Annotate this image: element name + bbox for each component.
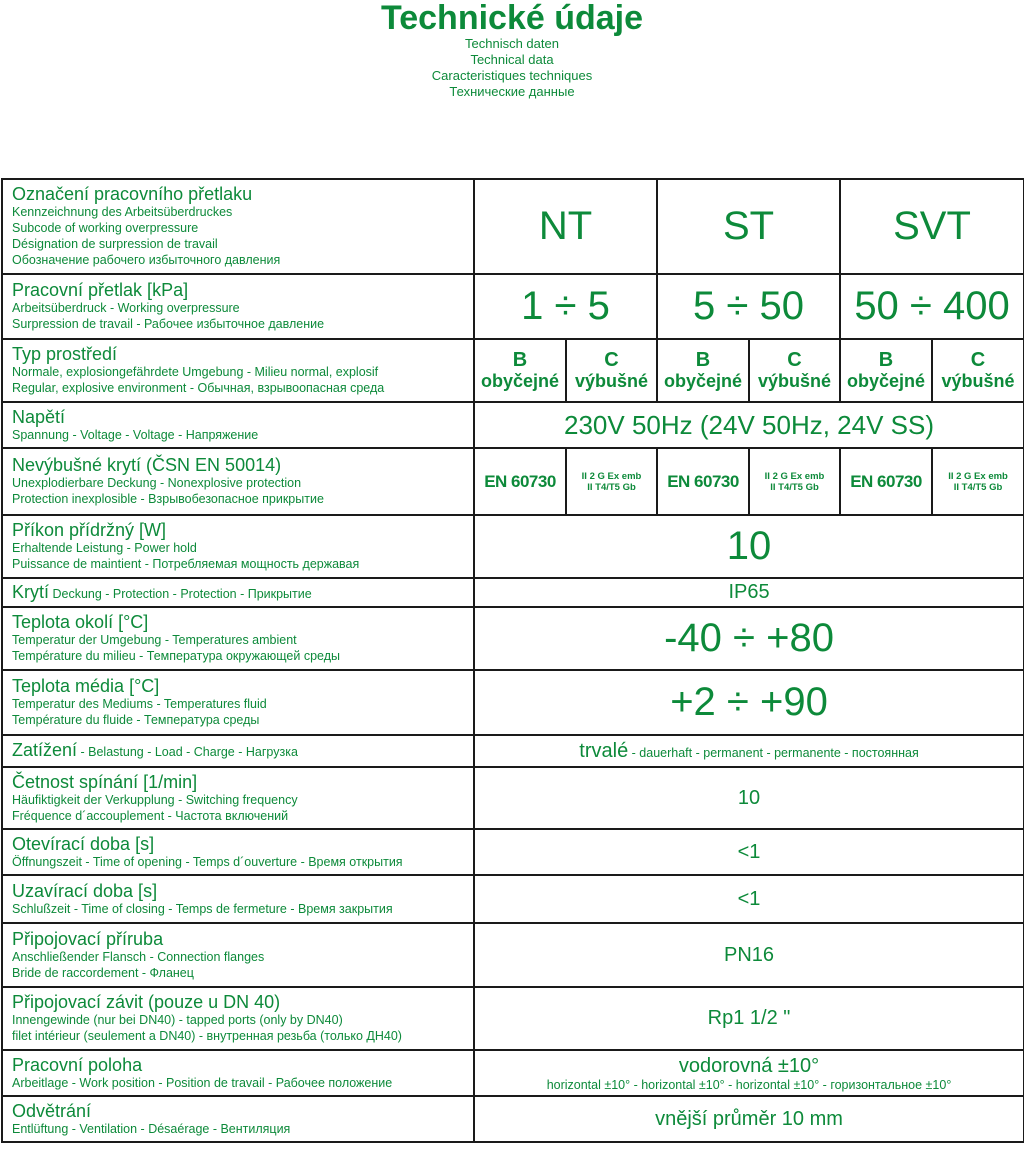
row-closing-time <box>2 875 1024 923</box>
label-sub: Normale, explosiongefährdete Umgebung - Milieu normal, explosif <box>12 365 379 379</box>
label-cell <box>2 607 474 670</box>
label-sub: Häufiktigkeit der Verkupplung - Switching frequency <box>12 792 298 807</box>
label-cell <box>2 448 474 515</box>
row-opening-time <box>2 829 1024 875</box>
label-main: Napětí <box>12 406 66 427</box>
value-cell <box>474 1096 1024 1142</box>
row-protection <box>2 448 1024 515</box>
env-code: B <box>695 349 711 371</box>
label-sub: Désignation de surpression de travail <box>12 237 218 251</box>
value-cell <box>657 274 840 339</box>
value-cell <box>474 987 1024 1050</box>
label-sub: - Belastung - Load - Charge - Нагрузка <box>77 745 298 759</box>
label-cell <box>2 515 474 578</box>
row-environment <box>2 339 1024 402</box>
ex-cell <box>932 448 1024 515</box>
standard-cell <box>840 448 932 515</box>
label-main: Nevýbušné krytí (ČSN EN 50014) <box>12 455 282 475</box>
value-text: 10 <box>737 786 761 809</box>
row-media-temperature <box>2 670 1024 735</box>
label-main: Označení pracovního přetlaku <box>12 184 253 204</box>
value-cell <box>474 923 1024 987</box>
label-main: Typ prostředí <box>12 344 118 364</box>
subtitle-en: Technical data <box>470 52 554 67</box>
subtitle-de: Technisch daten <box>465 36 559 51</box>
label-sub: Arbeitlage - Work position - Position de travail - Рабочее положение <box>12 1075 393 1090</box>
label-sub: Öffnungszeit - Time of opening - Temps d´ouverture - Время открытия <box>12 854 403 869</box>
value-nt <box>474 179 657 274</box>
value-text: ST <box>722 204 775 248</box>
label-sub: Température du fluide - Температура среды <box>12 713 260 727</box>
label-sub: Schlußzeit - Time of closing - Temps de fermeture - Время закрытия <box>12 901 393 916</box>
ex-line: II T4/T5 Gb <box>770 481 819 493</box>
value-text: vnější průměr 10 mm <box>655 1107 843 1130</box>
label-sub: Spannung - Voltage - Voltage - Напряжение <box>12 427 259 442</box>
label-cell <box>2 179 474 274</box>
value-cell <box>474 735 1024 767</box>
label-cell <box>2 923 474 987</box>
value-text: NT <box>538 204 593 248</box>
label-sub: Deckung - Protection - Protection - Прикрытие <box>49 586 312 601</box>
label-sub: Température du milieu - Температура окружающей среды <box>12 649 340 663</box>
label-sub: Temperatur der Umgebung - Temperatures ambient <box>12 633 297 647</box>
value-text: Rp1 1/2 " <box>707 1007 791 1029</box>
row-designation <box>2 179 1024 274</box>
standard-cell <box>657 448 749 515</box>
row-connection-flange <box>2 923 1024 987</box>
value-cell <box>474 274 657 339</box>
label-cell <box>2 1050 474 1096</box>
value-svt <box>840 179 1024 274</box>
value-text: SVT <box>893 204 971 248</box>
env-code: C <box>787 349 802 371</box>
label-cell <box>2 670 474 735</box>
label-main: Připojovací závit (pouze u DN 40) <box>12 992 281 1012</box>
row-switching-frequency <box>2 767 1024 829</box>
standard-cell <box>474 448 566 515</box>
label-cell <box>2 829 474 875</box>
label-main: Připojovací příruba <box>12 928 164 949</box>
value-cell <box>474 578 1024 607</box>
label-sub: Unexplodierbare Deckung - Nonexplosive protection <box>12 476 302 490</box>
subtitle-ru: Технические данные <box>449 84 575 99</box>
env-code: B <box>878 349 894 371</box>
label-sub: Обозначение рабочего избыточного давления <box>12 253 281 267</box>
env-name: výbušné <box>758 371 832 391</box>
env-name: výbušné <box>574 371 649 391</box>
value-cell <box>474 1050 1024 1096</box>
value-cell <box>474 607 1024 670</box>
label-main: Teplota okolí [°C] <box>12 612 149 632</box>
env-cell <box>474 339 566 402</box>
env-name: obyčejné <box>480 371 560 391</box>
value-cell <box>474 767 1024 829</box>
label-sub: Temperatur des Mediums - Temperatures fluid <box>12 697 267 711</box>
value-text: -40 ÷ +80 <box>664 616 834 660</box>
label-main: Teplota média [°C] <box>12 676 160 696</box>
page-title: Technické údaje <box>380 0 644 37</box>
value-text: IP65 <box>728 581 770 603</box>
value-text: vodorovná ±10° <box>678 1054 820 1077</box>
label-sub: Erhaltende Leistung - Power hold <box>12 541 197 555</box>
value-text: EN 60730 <box>667 471 739 491</box>
ex-line: II T4/T5 Gb <box>953 481 1003 493</box>
label-sub: Entlüftung - Ventilation - Désaérage - Вентиляция <box>12 1121 291 1136</box>
ex-line: II 2 G Ex emb <box>948 470 1008 482</box>
label-sub: Kennzeichnung des Arbeitsüberdruckes <box>12 205 233 219</box>
env-cell <box>566 339 657 402</box>
row-load <box>2 735 1024 767</box>
value-text: +2 ÷ +90 <box>670 680 828 724</box>
value-text: EN 60730 <box>484 471 556 491</box>
value-text: 10 <box>726 524 772 568</box>
label-sub: Subcode of working overpressure <box>12 221 199 235</box>
value-text: 1 ÷ 5 <box>521 284 610 328</box>
ex-cell <box>566 448 657 515</box>
value-text: 50 ÷ 400 <box>854 284 1010 328</box>
env-cell <box>749 339 840 402</box>
label-sub: Fréquence d´accouplement - Частота включений <box>12 808 289 823</box>
label-sub: Innengewinde (nur bei DN40) - tapped ports (only by DN40) <box>12 1013 343 1027</box>
value-text: trvalé <box>579 739 629 762</box>
label-cell <box>2 735 474 767</box>
row-connection-thread <box>2 987 1024 1050</box>
label-sub: Puissance de maintient - Потребляемая мощность державая <box>12 557 360 571</box>
value-text: EN 60730 <box>850 471 922 491</box>
label-sub: Protection inexplosible - Взрывобезопасное прикрытие <box>12 492 324 506</box>
value-text: 230V 50Hz (24V 50Hz, 24V SS) <box>564 409 934 440</box>
env-cell <box>657 339 749 402</box>
value-text: <1 <box>737 840 761 863</box>
value-cell <box>474 670 1024 735</box>
ex-line: II T4/T5 Gb <box>587 481 636 493</box>
ex-line: II 2 G Ex emb <box>764 470 825 482</box>
label-cell <box>2 339 474 402</box>
value-sub: horizontal ±10° - horizontal ±10° - horizontal ±10° - горизонтальное ±10° <box>546 1077 952 1092</box>
label-cell <box>2 578 474 607</box>
value-text: PN16 <box>724 943 775 966</box>
value-cell <box>474 515 1024 578</box>
row-power <box>2 515 1024 578</box>
label-main: Uzavírací doba [s] <box>12 880 158 901</box>
value-cell <box>474 875 1024 923</box>
label-main: Otevírací doba [s] <box>12 833 155 854</box>
row-voltage <box>2 402 1024 448</box>
value-st <box>657 179 840 274</box>
row-pressure <box>2 274 1024 339</box>
document-header <box>0 0 1024 100</box>
label-main: Četnost spínání [1/min] <box>12 771 198 792</box>
label-cell <box>2 987 474 1050</box>
label-main: Zatížení <box>12 740 78 760</box>
value-cell <box>474 402 1024 448</box>
label-sub: Arbeitsüberdruck - Working overpressure <box>12 301 240 315</box>
ex-line: II 2 G Ex emb <box>581 470 642 482</box>
env-name: obyčejné <box>847 371 926 391</box>
value-cell <box>474 829 1024 875</box>
label-cell <box>2 402 474 448</box>
label-sub: Anschließender Flansch - Connection flanges <box>12 949 265 964</box>
env-cell <box>932 339 1024 402</box>
label-sub: filet intérieur (seulement a DN40) - внутренная резьба (только ДН40) <box>12 1029 402 1043</box>
row-ambient-temperature <box>2 607 1024 670</box>
env-name: obyčejné <box>664 371 743 391</box>
env-cell <box>840 339 932 402</box>
value-text: 5 ÷ 50 <box>693 284 804 328</box>
label-cell <box>2 767 474 829</box>
label-sub: Regular, explosive environment - Обычная, взрывоопасная среда <box>12 381 385 395</box>
label-sub: Surpression de travail - Рабочее избыточное давление <box>12 317 325 331</box>
env-code: B <box>512 349 528 371</box>
value-text: <1 <box>737 887 761 910</box>
value-cell <box>840 274 1024 339</box>
env-code: C <box>970 349 986 371</box>
value-sub: - dauerhaft - permanent - permanente - постоянная <box>628 745 919 760</box>
label-cell <box>2 274 474 339</box>
label-main: Příkon přídržný [W] <box>12 520 167 540</box>
label-main: Pracovní poloha <box>12 1054 143 1075</box>
ex-cell <box>749 448 840 515</box>
technical-data-table <box>1 178 1024 1143</box>
row-venting <box>2 1096 1024 1142</box>
row-cover <box>2 578 1024 607</box>
label-main: Pracovní přetlak [kPa] <box>12 280 189 300</box>
label-cell <box>2 875 474 923</box>
env-name: výbušné <box>941 371 1015 391</box>
label-cell <box>2 1096 474 1142</box>
label-main: Odvětrání <box>12 1100 92 1121</box>
subtitle-fr: Caracteristiques techniques <box>431 68 593 83</box>
row-work-position <box>2 1050 1024 1096</box>
label-main: Krytí <box>12 581 50 602</box>
env-code: C <box>604 349 619 371</box>
label-sub: Bride de raccordement - Фланец <box>12 965 194 980</box>
